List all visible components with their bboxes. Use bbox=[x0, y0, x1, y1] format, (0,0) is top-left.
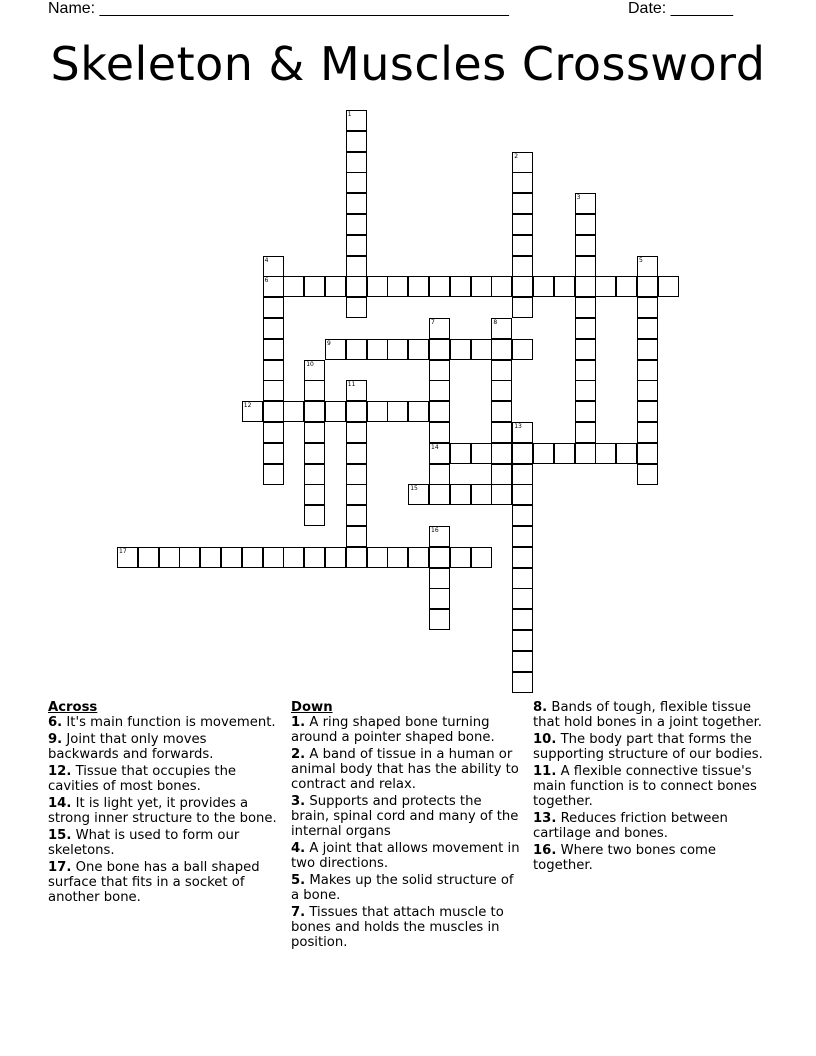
crossword-cell[interactable] bbox=[429, 526, 450, 547]
crossword-cell[interactable] bbox=[429, 360, 450, 381]
crossword-cell[interactable] bbox=[346, 443, 367, 464]
clue-text: Tissues that attach muscle to bones and holds the muscles in position. bbox=[291, 905, 504, 950]
crossword-cell[interactable] bbox=[263, 297, 284, 318]
crossword-cell[interactable] bbox=[346, 131, 367, 152]
crossword-cell[interactable] bbox=[325, 547, 346, 568]
cell-number: 14 bbox=[431, 443, 439, 451]
down-clues-column bbox=[291, 700, 521, 952]
clue-text: One bone has a ball shaped surface that fits in a socket of another bone. bbox=[48, 860, 260, 905]
crossword-cell[interactable] bbox=[512, 547, 533, 568]
crossword-cell[interactable] bbox=[575, 339, 596, 360]
clue-item bbox=[533, 700, 763, 730]
crossword-cell[interactable] bbox=[429, 443, 450, 464]
crossword-cell[interactable] bbox=[512, 152, 533, 173]
clue-number: 17. bbox=[48, 860, 72, 875]
clue-text: A joint that allows movement in two directions. bbox=[291, 841, 520, 871]
crossword-cell[interactable] bbox=[346, 526, 367, 547]
crossword-cell[interactable] bbox=[263, 339, 284, 360]
crossword-cell[interactable] bbox=[346, 339, 367, 360]
crossword-cell[interactable] bbox=[575, 360, 596, 381]
crossword-cell[interactable] bbox=[450, 276, 471, 297]
crossword-cell[interactable] bbox=[283, 276, 304, 297]
crossword-cell[interactable] bbox=[346, 172, 367, 193]
crossword-cell[interactable] bbox=[242, 401, 263, 422]
crossword-cell[interactable] bbox=[387, 401, 408, 422]
crossword-cell[interactable] bbox=[263, 443, 284, 464]
crossword-cell[interactable] bbox=[575, 276, 596, 297]
crossword-cell[interactable] bbox=[512, 568, 533, 589]
crossword-cell[interactable] bbox=[283, 401, 304, 422]
crossword-cell[interactable] bbox=[637, 318, 658, 339]
crossword-cell[interactable] bbox=[263, 547, 284, 568]
crossword-cell[interactable] bbox=[471, 443, 492, 464]
clue-item bbox=[291, 794, 521, 839]
crossword-cell[interactable] bbox=[429, 588, 450, 609]
clue-number: 13. bbox=[533, 811, 557, 826]
cell-number: 11 bbox=[347, 381, 356, 389]
clue-number: 8. bbox=[533, 700, 548, 715]
crossword-cell[interactable] bbox=[512, 193, 533, 214]
crossword-cell[interactable] bbox=[367, 339, 388, 360]
date-field-label[interactable]: Date: _______ bbox=[628, 0, 733, 17]
clue-text: Supports and protects the brain, spinal cord and many of the internal organs bbox=[291, 794, 519, 839]
clue-text: A band of tissue in a human or animal body that has the ability to contract and relax. bbox=[291, 747, 519, 792]
clue-number: 4. bbox=[291, 841, 306, 856]
crossword-cell[interactable] bbox=[491, 339, 512, 360]
crossword-cell[interactable] bbox=[491, 276, 512, 297]
crossword-cell[interactable] bbox=[637, 297, 658, 318]
clue-item bbox=[291, 715, 521, 745]
crossword-cell[interactable] bbox=[221, 547, 242, 568]
crossword-cell[interactable] bbox=[304, 443, 325, 464]
crossword-cell[interactable] bbox=[554, 443, 575, 464]
crossword-cell[interactable] bbox=[263, 464, 284, 485]
crossword-cell[interactable] bbox=[533, 443, 554, 464]
crossword-cell[interactable] bbox=[471, 484, 492, 505]
clue-item bbox=[533, 732, 763, 762]
clue-number: 11. bbox=[533, 764, 557, 779]
crossword-cell[interactable] bbox=[367, 401, 388, 422]
crossword-cell[interactable] bbox=[512, 235, 533, 256]
clue-text: What is used to form our skeletons. bbox=[48, 828, 240, 858]
crossword-cell[interactable] bbox=[325, 276, 346, 297]
crossword-cell[interactable] bbox=[533, 276, 554, 297]
crossword-cell[interactable] bbox=[491, 401, 512, 422]
cell-number: 1 bbox=[347, 111, 352, 118]
crossword-cell[interactable] bbox=[346, 276, 367, 297]
clue-item bbox=[48, 828, 278, 858]
across-clues-column bbox=[48, 700, 278, 907]
crossword-cell[interactable] bbox=[263, 360, 284, 381]
clue-text: A ring shaped bone turning around a pointer shaped bone. bbox=[291, 715, 495, 745]
crossword-cell[interactable] bbox=[595, 443, 616, 464]
crossword-cell[interactable] bbox=[512, 464, 533, 485]
crossword-cell[interactable] bbox=[304, 547, 325, 568]
crossword-cell[interactable] bbox=[512, 526, 533, 547]
clue-item bbox=[291, 873, 521, 903]
crossword-cell[interactable] bbox=[512, 484, 533, 505]
crossword-cell[interactable] bbox=[575, 422, 596, 443]
crossword-cell[interactable] bbox=[346, 484, 367, 505]
crossword-cell[interactable] bbox=[575, 214, 596, 235]
crossword-cell[interactable] bbox=[304, 464, 325, 485]
clues-section bbox=[0, 700, 816, 980]
across-clue-list bbox=[48, 715, 278, 905]
crossword-cell[interactable] bbox=[304, 380, 325, 401]
cell-number: 10 bbox=[306, 360, 314, 368]
crossword-cell[interactable] bbox=[429, 318, 450, 339]
crossword-cell[interactable] bbox=[346, 110, 367, 131]
clue-number: 10. bbox=[533, 732, 557, 747]
cell-number: 6 bbox=[264, 277, 269, 285]
crossword-cell[interactable] bbox=[491, 422, 512, 443]
crossword-cell[interactable] bbox=[159, 547, 180, 568]
crossword-cell[interactable] bbox=[304, 276, 325, 297]
page-title: Skeleton & Muscles Crossword bbox=[50, 37, 766, 91]
crossword-cell[interactable] bbox=[658, 276, 679, 297]
crossword-cell[interactable] bbox=[637, 360, 658, 381]
crossword-cell[interactable] bbox=[491, 380, 512, 401]
crossword-cell[interactable] bbox=[346, 422, 367, 443]
crossword-cell[interactable] bbox=[408, 339, 429, 360]
crossword-cell[interactable] bbox=[637, 339, 658, 360]
crossword-cell[interactable] bbox=[304, 505, 325, 526]
clue-number: 15. bbox=[48, 828, 72, 843]
clue-item bbox=[533, 843, 763, 873]
crossword-cell[interactable] bbox=[346, 505, 367, 526]
crossword-cell[interactable] bbox=[408, 276, 429, 297]
clue-item bbox=[48, 860, 278, 905]
clue-number: 14. bbox=[48, 796, 72, 811]
crossword-cell[interactable] bbox=[512, 297, 533, 318]
crossword-cell[interactable] bbox=[179, 547, 200, 568]
crossword-cell[interactable] bbox=[512, 276, 533, 297]
cell-number: 2 bbox=[514, 152, 519, 160]
crossword-cell[interactable] bbox=[512, 672, 533, 693]
down-clues-column-continued bbox=[533, 700, 763, 875]
crossword-cell[interactable] bbox=[575, 235, 596, 256]
crossword-cell[interactable] bbox=[367, 276, 388, 297]
crossword-cell[interactable] bbox=[346, 152, 367, 173]
crossword-cell[interactable] bbox=[408, 401, 429, 422]
crossword-cell[interactable] bbox=[304, 360, 325, 381]
crossword-cell[interactable] bbox=[138, 547, 159, 568]
crossword-cell[interactable] bbox=[408, 484, 429, 505]
cell-number: 15 bbox=[410, 485, 418, 493]
crossword-cell[interactable] bbox=[346, 380, 367, 401]
cell-number: 16 bbox=[431, 527, 439, 534]
cell-number: 12 bbox=[243, 402, 252, 410]
crossword-cell[interactable] bbox=[263, 380, 284, 401]
crossword-cell[interactable] bbox=[575, 297, 596, 318]
crossword-cell[interactable] bbox=[637, 401, 658, 422]
crossword-cell[interactable] bbox=[346, 256, 367, 277]
crossword-cell[interactable] bbox=[429, 422, 450, 443]
cell-number: 9 bbox=[327, 339, 331, 347]
crossword-cell[interactable] bbox=[471, 276, 492, 297]
crossword-cell[interactable] bbox=[471, 339, 492, 360]
cell-number: 4 bbox=[264, 256, 269, 264]
crossword-cell[interactable] bbox=[491, 360, 512, 381]
clue-text: It is light yet, it provides a strong inner structure to the bone. bbox=[48, 796, 277, 826]
crossword-cell[interactable] bbox=[263, 422, 284, 443]
clue-item bbox=[48, 732, 278, 762]
crossword-cell[interactable] bbox=[387, 547, 408, 568]
crossword-cell[interactable] bbox=[346, 547, 367, 568]
crossword-cell[interactable] bbox=[637, 422, 658, 443]
crossword-cell[interactable] bbox=[512, 505, 533, 526]
clue-number: 12. bbox=[48, 764, 72, 779]
clue-text: Makes up the solid structure of a bone. bbox=[291, 873, 514, 903]
clue-text: Where two bones come together. bbox=[533, 843, 716, 873]
crossword-cell[interactable] bbox=[346, 193, 367, 214]
crossword-cell[interactable] bbox=[429, 380, 450, 401]
crossword-cell[interactable] bbox=[387, 276, 408, 297]
crossword-cell[interactable] bbox=[491, 443, 512, 464]
crossword-cell[interactable] bbox=[325, 401, 346, 422]
crossword-cell[interactable] bbox=[554, 276, 575, 297]
crossword-cell[interactable] bbox=[450, 339, 471, 360]
crossword-cell[interactable] bbox=[429, 568, 450, 589]
clue-text: Bands of tough, flexible tissue that hold bones in a joint together. bbox=[533, 700, 762, 730]
crossword-cell[interactable] bbox=[637, 464, 658, 485]
crossword-cell[interactable] bbox=[429, 484, 450, 505]
clue-item bbox=[291, 747, 521, 792]
crossword-cell[interactable] bbox=[429, 464, 450, 485]
crossword-cell[interactable] bbox=[346, 214, 367, 235]
crossword-cell[interactable] bbox=[429, 401, 450, 422]
crossword-cell[interactable] bbox=[450, 547, 471, 568]
crossword-cell[interactable] bbox=[117, 547, 138, 568]
crossword-cell[interactable] bbox=[575, 401, 596, 422]
clue-number: 1. bbox=[291, 715, 306, 730]
crossword-cell[interactable] bbox=[512, 172, 533, 193]
cell-number: 13 bbox=[514, 423, 522, 430]
crossword-cell[interactable] bbox=[512, 651, 533, 672]
clue-item bbox=[48, 764, 278, 794]
crossword-cell[interactable] bbox=[575, 380, 596, 401]
clue-item bbox=[291, 905, 521, 950]
crossword-cell[interactable] bbox=[512, 609, 533, 630]
down-clue-list-continued bbox=[533, 700, 763, 873]
crossword-cell[interactable] bbox=[471, 547, 492, 568]
clue-item bbox=[291, 841, 521, 871]
crossword-cell[interactable] bbox=[263, 256, 284, 277]
clue-number: 2. bbox=[291, 747, 306, 762]
crossword-cell[interactable] bbox=[408, 547, 429, 568]
crossword-cell[interactable] bbox=[575, 318, 596, 339]
clue-number: 6. bbox=[48, 715, 63, 730]
crossword-cell[interactable] bbox=[575, 193, 596, 214]
crossword-cell[interactable] bbox=[575, 443, 596, 464]
crossword-cell[interactable] bbox=[512, 256, 533, 277]
crossword-cell[interactable] bbox=[367, 547, 388, 568]
down-clue-list bbox=[291, 715, 521, 950]
crossword-cell[interactable] bbox=[512, 443, 533, 464]
crossword-cell[interactable] bbox=[346, 297, 367, 318]
clue-text: Reduces friction between cartilage and bones. bbox=[533, 811, 728, 841]
crossword-cell[interactable] bbox=[512, 588, 533, 609]
clue-item bbox=[533, 764, 763, 809]
crossword-cell[interactable] bbox=[637, 276, 658, 297]
crossword-cell[interactable] bbox=[637, 443, 658, 464]
cell-number: 8 bbox=[493, 319, 498, 326]
crossword-cell[interactable] bbox=[242, 547, 263, 568]
clue-text: It's main function is movement. bbox=[66, 715, 276, 730]
crossword-cell[interactable] bbox=[595, 276, 616, 297]
down-heading: Down bbox=[291, 700, 333, 715]
crossword-cell[interactable] bbox=[346, 464, 367, 485]
crossword-cell[interactable] bbox=[263, 318, 284, 339]
crossword-cell[interactable] bbox=[346, 401, 367, 422]
crossword-cell[interactable] bbox=[491, 464, 512, 485]
crossword-cell[interactable] bbox=[512, 422, 533, 443]
clue-number: 9. bbox=[48, 732, 63, 747]
crossword-cell[interactable] bbox=[512, 630, 533, 651]
crossword-cell[interactable] bbox=[491, 484, 512, 505]
clue-number: 3. bbox=[291, 794, 306, 809]
across-heading: Across bbox=[48, 700, 98, 715]
crossword-cell[interactable] bbox=[346, 235, 367, 256]
crossword-cell[interactable] bbox=[616, 276, 637, 297]
crossword-cell[interactable] bbox=[429, 339, 450, 360]
crossword-cell[interactable] bbox=[304, 422, 325, 443]
crossword-cell[interactable] bbox=[637, 256, 658, 277]
clue-number: 5. bbox=[291, 873, 306, 888]
crossword-cell[interactable] bbox=[637, 380, 658, 401]
crossword-cell[interactable] bbox=[450, 484, 471, 505]
clue-number: 16. bbox=[533, 843, 557, 858]
crossword-cell[interactable] bbox=[575, 256, 596, 277]
crossword-cell[interactable] bbox=[325, 339, 346, 360]
clue-item bbox=[533, 811, 763, 841]
crossword-cell[interactable] bbox=[491, 318, 512, 339]
crossword-cell[interactable] bbox=[429, 276, 450, 297]
clue-text: A flexible connective tissue's main function is to connect bones together. bbox=[533, 764, 757, 809]
clue-number: 7. bbox=[291, 905, 306, 920]
clue-text: Tissue that occupies the cavities of most bones. bbox=[48, 764, 237, 794]
cell-number: 3 bbox=[576, 194, 581, 202]
crossword-cell[interactable] bbox=[304, 484, 325, 505]
crossword-cell[interactable] bbox=[387, 339, 408, 360]
clue-text: Joint that only moves backwards and forwards. bbox=[48, 732, 214, 762]
crossword-cell[interactable] bbox=[429, 547, 450, 568]
cell-number: 7 bbox=[431, 319, 435, 326]
crossword-cell[interactable] bbox=[304, 401, 325, 422]
clue-item bbox=[48, 715, 278, 730]
crossword-cell[interactable] bbox=[450, 443, 471, 464]
crossword-cell[interactable] bbox=[429, 609, 450, 630]
crossword-cell[interactable] bbox=[283, 547, 304, 568]
crossword-cell[interactable] bbox=[616, 443, 637, 464]
crossword-cell[interactable] bbox=[263, 401, 284, 422]
clue-text: The body part that forms the supporting structure of our bodies. bbox=[533, 732, 763, 762]
crossword-cell[interactable] bbox=[263, 276, 284, 297]
clue-item bbox=[48, 796, 278, 826]
cell-number: 5 bbox=[639, 256, 643, 264]
crossword-cell[interactable] bbox=[200, 547, 221, 568]
crossword-cell[interactable] bbox=[512, 339, 533, 360]
crossword-cell[interactable] bbox=[512, 214, 533, 235]
name-field-label[interactable]: Name: ______________________________________________ bbox=[48, 0, 509, 17]
cell-number: 17 bbox=[119, 547, 127, 555]
